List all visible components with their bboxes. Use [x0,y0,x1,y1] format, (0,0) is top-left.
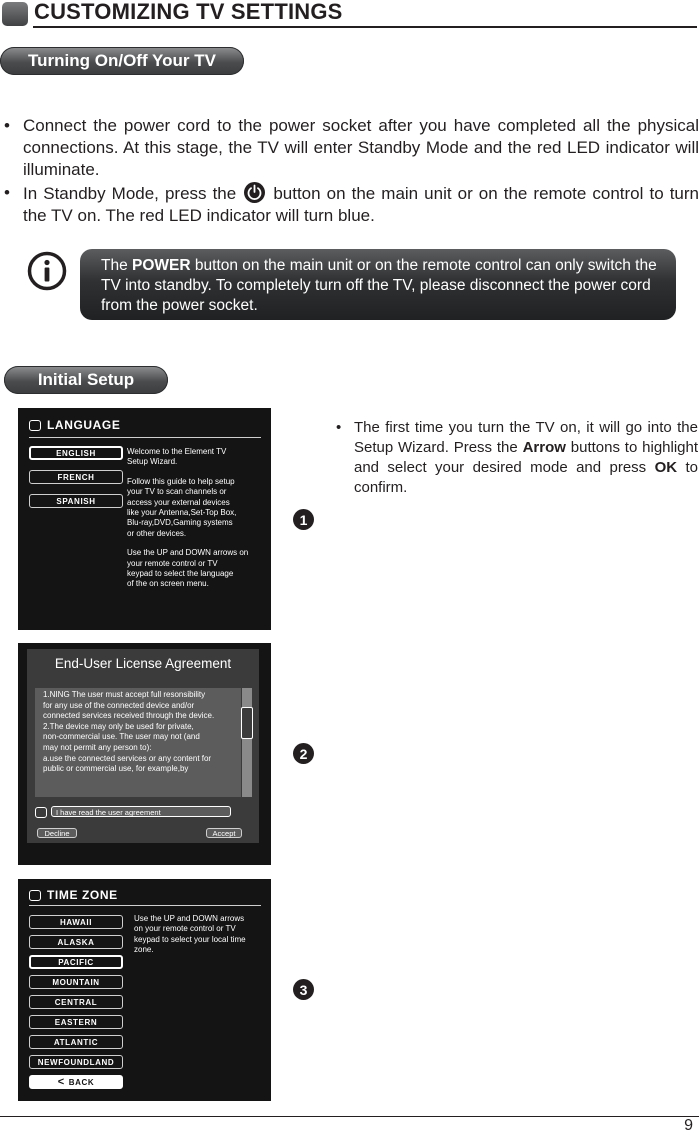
decline-button[interactable]: Decline [37,828,77,838]
help-line: Welcome to the Element TV [127,447,227,456]
help-line: zone. [134,945,154,955]
step-number-3: 3 [293,979,314,1000]
help-line: your remote control or TV [127,558,218,568]
help-line: your TV to scan channels or [127,487,227,497]
help-line: or other devices. [127,528,187,538]
language-screen [18,408,271,630]
header-tab-graphic [2,2,28,26]
divider [29,437,261,438]
help-line: of the on screen menu. [127,579,209,589]
header-rule [33,26,697,28]
help-line: like your Antenna,Set-Top Box, [127,508,237,518]
timezone-screen [18,879,271,1101]
power-note [80,249,676,320]
footer-rule [0,1116,699,1117]
timezone-option-pacific[interactable]: PACIFIC [29,955,123,969]
section-heading-turning-on-off: Turning On/Off Your TV [0,47,244,75]
eula-scrollbar[interactable] [242,688,252,797]
eula-line: may not permit any person to): [43,742,152,752]
back-button[interactable] [29,1075,123,1089]
eula-dialog [27,649,259,843]
timezone-option-mountain[interactable]: MOUNTAIN [29,975,123,989]
language-option-english[interactable]: ENGLISH [29,446,123,460]
timezone-option-hawaii[interactable]: HAWAII [29,915,123,929]
back-label: BACK [68,1077,95,1087]
bullet-item [2,115,699,181]
note-text-post: button on the main unit or on the remote control can only switch the TV into standby. To completely turn off the TV, please disconnect the power cord from the power socket. [101,257,657,314]
help-line: on your remote control or TV [134,924,236,934]
step-number-2: 2 [293,743,314,764]
bullet-marker: • [4,183,10,202]
timezone-option-central[interactable]: CENTRAL [29,995,123,1009]
eula-line: a.use the connected services or any content for [43,753,212,763]
power-instructions [2,115,699,228]
timezone-option-alaska[interactable]: ALASKA [29,935,123,949]
setup-instructions [336,418,698,498]
back-arrow-icon: < [57,1076,65,1088]
help-line: keypad to select the language [127,569,234,579]
note-text-pre: The [101,257,128,274]
language-help-text [127,447,269,590]
bullet-text: Connect the power cord to the power socket after you have completed all the physical connections. At this stage, the TV will enter Standby Mode and the red LED indicator will illuminate. [23,116,699,179]
language-option-french[interactable]: FRENCH [29,470,123,484]
setup-text-3: to confirm. [354,459,699,496]
agreement-checkbox-label: I have read the user agreement [51,806,231,817]
timezone-option-eastern[interactable]: EASTERN [29,1015,123,1029]
bullet-text [23,182,699,227]
step-number-1: 1 [293,509,314,530]
help-line: access your external devices [127,497,230,507]
eula-scroll-thumb[interactable] [241,707,253,739]
power-icon [244,182,265,203]
timezone-help-text [134,914,269,956]
agree-checkbox[interactable] [35,807,47,818]
page-title: CUSTOMIZING TV SETTINGS [34,0,343,24]
eula-line: public or commercial use, for example,by [43,764,189,774]
bullet-text-after: button on the main unit or on the remote control to turn the TV on. The red LED indicator will turn blue. [23,184,699,225]
help-line: Follow this guide to help setup [127,476,235,486]
eula-title: End-User License Agreement [54,656,232,671]
setup-text-2: buttons to highlight and select your desired mode and press [354,439,699,476]
eula-line: 2.The device may only be used for private, [43,721,194,731]
eula-line: for any use of the connected device and/or [43,700,195,710]
eula-text [35,688,241,797]
divider [29,905,261,906]
note-text-bold: POWER [132,257,191,274]
timezone-option-newfoundland[interactable]: NEWFOUNDLAND [29,1055,123,1069]
page-number: 9 [684,1117,693,1134]
checkbox-icon [29,420,41,431]
setup-text-bold-arrow: Arrow [522,439,566,456]
help-line: Setup Wizard. [127,457,178,467]
section-heading-initial-setup: Initial Setup [4,366,168,394]
help-line: keypad to select your local time [134,934,246,944]
bullet-item [2,182,699,227]
eula-line: non-commercial use. The user may not (and [43,732,200,742]
setup-text-1: The first time you turn the TV on, it will go into the Setup Wizard. Press the [354,419,698,456]
language-title: LANGUAGE [47,418,121,432]
language-option-spanish[interactable]: SPANISH [29,494,123,508]
help-line: Use the UP and DOWN arrows on [127,548,249,558]
bullet-text-before: In Standby Mode, press the [23,184,237,203]
bullet-marker: • [4,116,10,135]
bullet-marker: • [336,419,342,436]
info-icon [27,251,67,291]
help-line: Blu-ray,DVD,Gaming systems [127,518,233,528]
timezone-title: TIME ZONE [47,888,118,902]
eula-line: 1.NING The user must accept full resonsibility [43,690,206,699]
accept-button[interactable]: Accept [206,828,242,838]
help-line: Use the UP and DOWN arrows [134,914,245,923]
timezone-option-atlantic[interactable]: ATLANTIC [29,1035,123,1049]
eula-screen [18,643,271,865]
bullet-text [354,418,698,498]
checkbox-icon [29,890,41,901]
setup-text-bold-ok: OK [654,459,678,476]
eula-line: connected services received through the device. [43,711,215,721]
